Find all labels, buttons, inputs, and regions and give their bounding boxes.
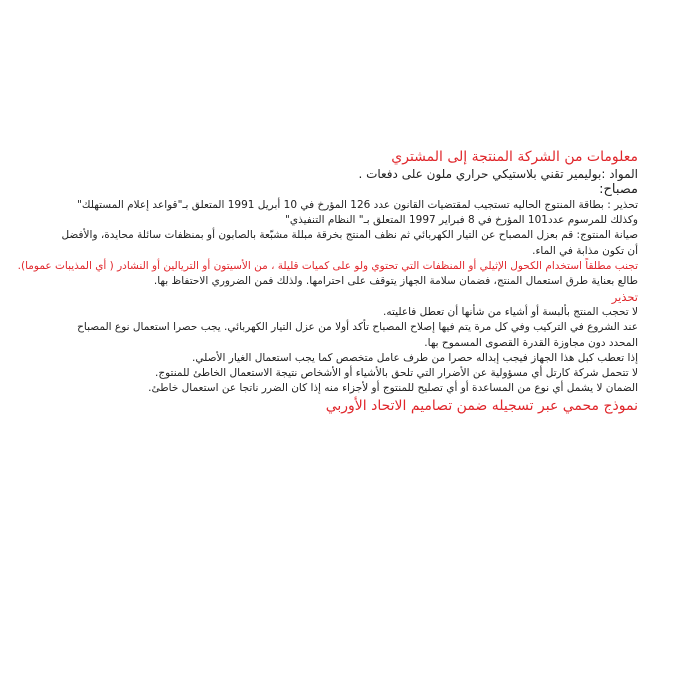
caution-line-1: لا تحجب المنتج بألبسة أو أشياء من شأنها أن تعطل فاعليته. bbox=[383, 306, 638, 319]
document-title: معلومات من الشركة المنتجة إلى المشتري bbox=[391, 149, 638, 165]
solvent-warning: تجنب مطلقاً استخدام الكحول الإثيلي أو المنظفات التي تحتوي ولو على كميات قليلة ، من الأسيتون أو التريالين أو النشادر ( أي المذيبات عموما). bbox=[17, 259, 638, 272]
lamp-heading: مصباح: bbox=[599, 182, 638, 197]
caution-line-3: المحدد دون مجاوزة القدرة القصوى المسموح بها. bbox=[424, 336, 638, 349]
caution-line-4: إذا تعطب كبل هذا الجهاز فيجب إبداله حصرا من طرف عامل متخصص كما يجب استعمال الغيار الأصلي. bbox=[192, 351, 638, 364]
lamp-line-4: أن تكون مذابة في الماء. bbox=[532, 244, 638, 257]
caution-heading: تحذير bbox=[611, 290, 638, 305]
lamp-line-3: صيانة المنتوج: قم بعزل المصباح عن التيار الكهربائي ثم نظف المنتج بخرقة مبللة مشبّعة بالصابون أو بمنظفات سائلة محايدة، والأفضل bbox=[61, 229, 638, 242]
read-instructions-line: طالع بعناية طرق استعمال المنتج، فضمان سلامة الجهاز يتوقف على احترامها. ولذلك فمن الضروري الاحتفاظ بها. bbox=[153, 274, 638, 287]
caution-line-2: عند الشروع في التركيب وفي كل مرة يتم فيها إصلاح المصباح تأكد أولا من عزل التيار الكهربائي. يجب حصرا استعمال نوع المصباح bbox=[77, 321, 638, 334]
materials-line: المواد :بوليمير تقني بلاستيكي حراري ملون على دفعات . bbox=[358, 167, 638, 181]
document-page bbox=[17, 148, 638, 415]
design-protection-title: نموذج محمي عبر تسجيله ضمن تصاميم الاتحاد الأوربي bbox=[325, 398, 638, 415]
caution-line-5: لا تتحمل شركة كارتل أي مسؤولية عن الأضرار التي تلحق بالأشياء أو الأشخاص نتيجة الاستعمال الخاطئ للمنتوج. bbox=[155, 366, 638, 379]
caution-line-6: الضمان لا يشمل أي نوع من المساعدة أو أي تصليح للمنتوج أو لأجزاء منه إذا كان الضرر ناتجا عن استعمال خاطئ. bbox=[148, 382, 638, 395]
lamp-line-2: وكذلك للمرسوم عدد101 المؤرخ في 8 فبراير 1997 المتعلق بـ" النظام التنفيذي" bbox=[285, 214, 638, 227]
lamp-line-1: تحذير : بطاقة المنتوج الحاليه تستجيب لمقتضيات القانون عدد 126 المؤرخ في 10 أبريل 1991 المتعلق بـ"قواعد إعلام المستهلك" bbox=[77, 199, 638, 211]
